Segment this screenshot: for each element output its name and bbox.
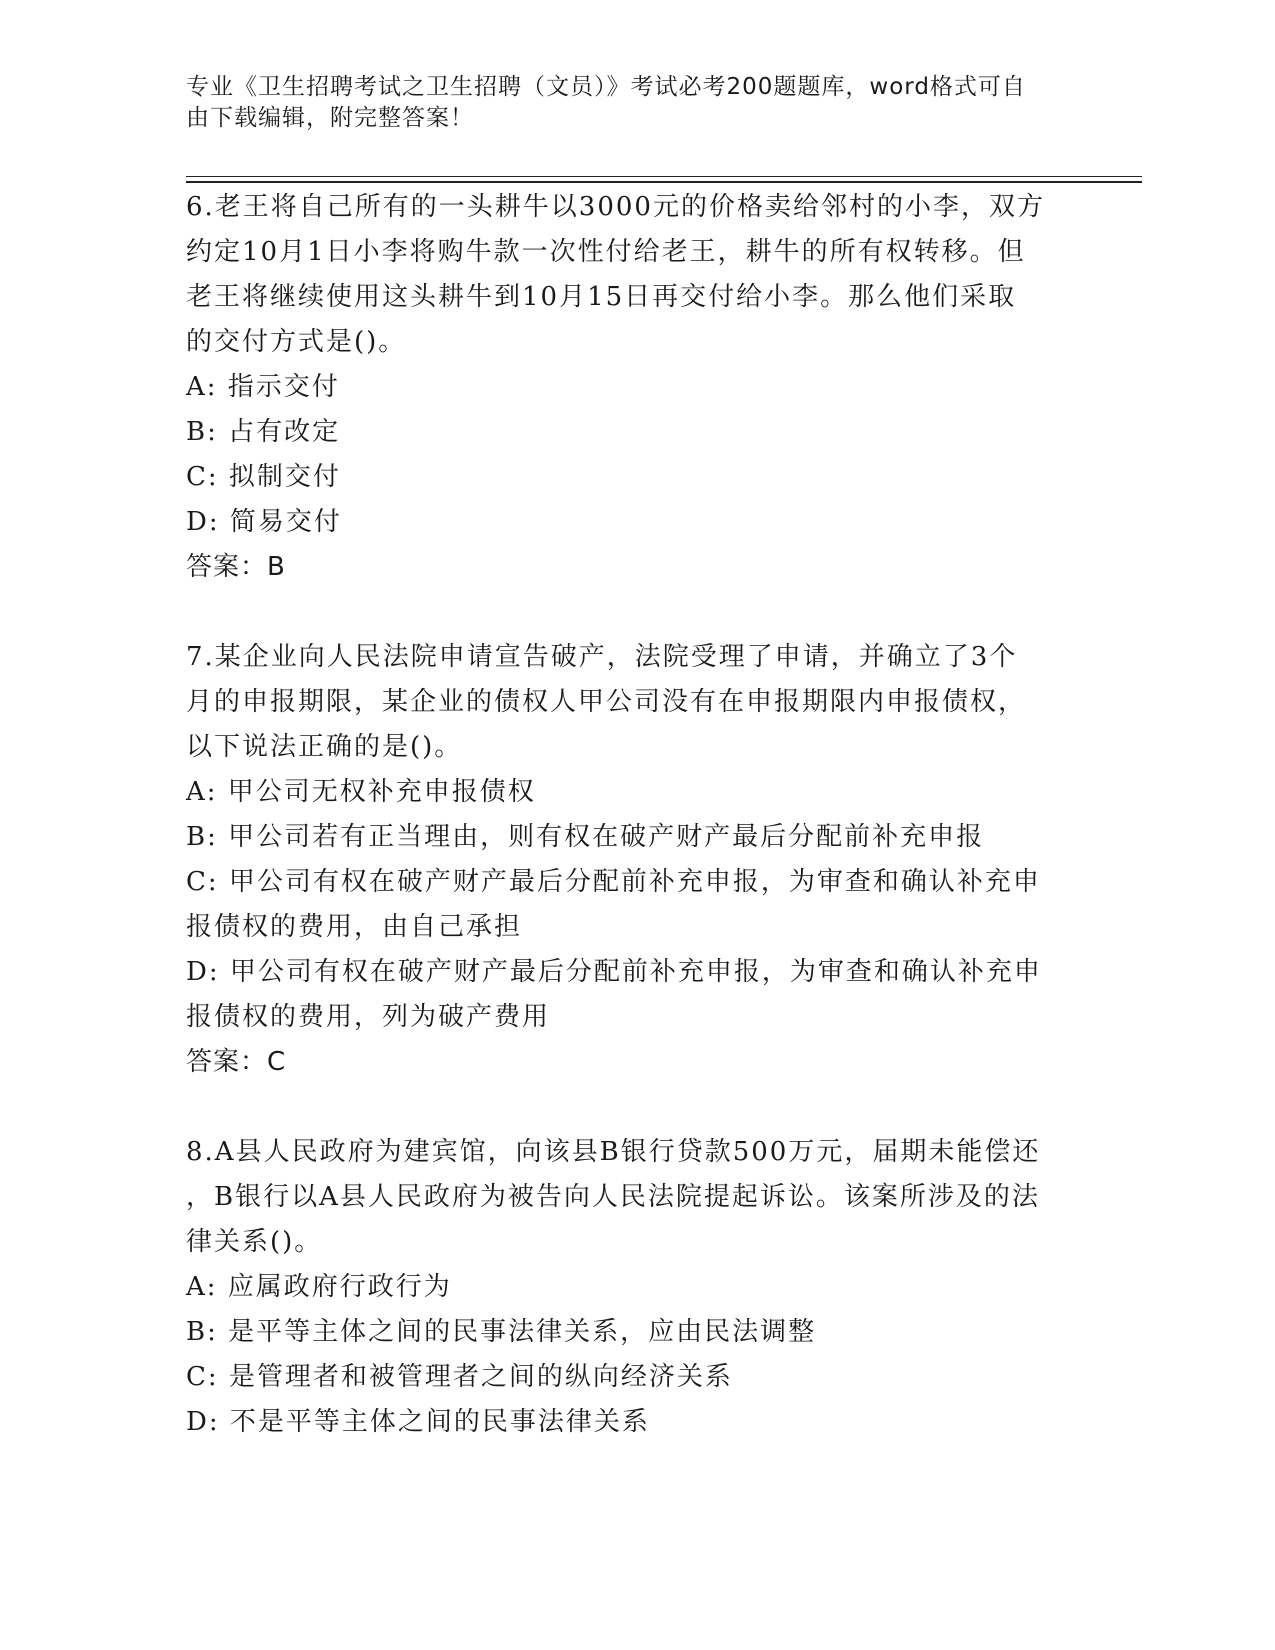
- option-d: D: 简易交付: [186, 507, 342, 537]
- header-line-1: 专业《卫生招聘考试之卫生招聘（文员）》考试必考200题题库，word格式可自: [186, 74, 1026, 100]
- option-b: B: 占有改定: [186, 417, 341, 447]
- header-divider-thick: [186, 181, 1142, 183]
- question-list: [186, 185, 1086, 1445]
- option-d: D: 甲公司有权在破产财产最后分配前补充申报，为审查和确认补充申 报债权的费用，列为破产费用: [186, 957, 1042, 1032]
- spacer: [186, 1085, 1086, 1130]
- question-stem: 8.A县人民政府为建宾馆，向该县B银行贷款500万元，届期未能偿还 ，B银行以A县人民政府为被告向人民法院提起诉讼。该案所涉及的法 律关系()。: [186, 1137, 1041, 1257]
- question-8: [186, 1130, 1086, 1445]
- option-b: B: 甲公司若有正当理由，则有权在破产财产最后分配前补充申报: [186, 822, 985, 852]
- header-line-2: 由下载编辑，附完整答案！: [186, 105, 474, 131]
- option-c: C: 是管理者和被管理者之间的纵向经济关系: [186, 1362, 733, 1392]
- option-a: A: 甲公司无权补充申报债权: [186, 777, 536, 807]
- option-b: B: 是平等主体之间的民事法律关系，应由民法调整: [186, 1317, 817, 1347]
- option-c: C: 甲公司有权在破产财产最后分配前补充申报，为审查和确认补充申 报债权的费用，由自己承担: [186, 867, 1041, 942]
- header-divider-thin: [186, 176, 1142, 177]
- document-header: [186, 72, 1066, 134]
- option-a: A: 应属政府行政行为: [186, 1272, 452, 1302]
- option-c: C: 拟制交付: [186, 462, 341, 492]
- spacer: [186, 590, 1086, 635]
- answer-line: 答案：B: [186, 552, 286, 582]
- answer-line: 答案：C: [186, 1047, 287, 1077]
- question-stem: 6.老王将自己所有的一头耕牛以3000元的价格卖给邻村的小李，双方 约定10月1日小李将购牛款一次性付给老王，耕牛的所有权转移。但 老王将继续使用这头耕牛到10月15日再交付给小李。那么他们采取 的交付方式是()。: [186, 192, 1045, 357]
- option-a: A: 指示交付: [186, 372, 340, 402]
- question-6: [186, 185, 1086, 590]
- question-stem: 7.某企业向人民法院申请宣告破产，法院受理了申请，并确立了3个 月的申报期限，某企业的债权人甲公司没有在申报期限内申报债权， 以下说法正确的是()。: [186, 642, 1027, 762]
- question-7: [186, 635, 1086, 1085]
- option-d: D: 不是平等主体之间的民事法律关系: [186, 1407, 650, 1437]
